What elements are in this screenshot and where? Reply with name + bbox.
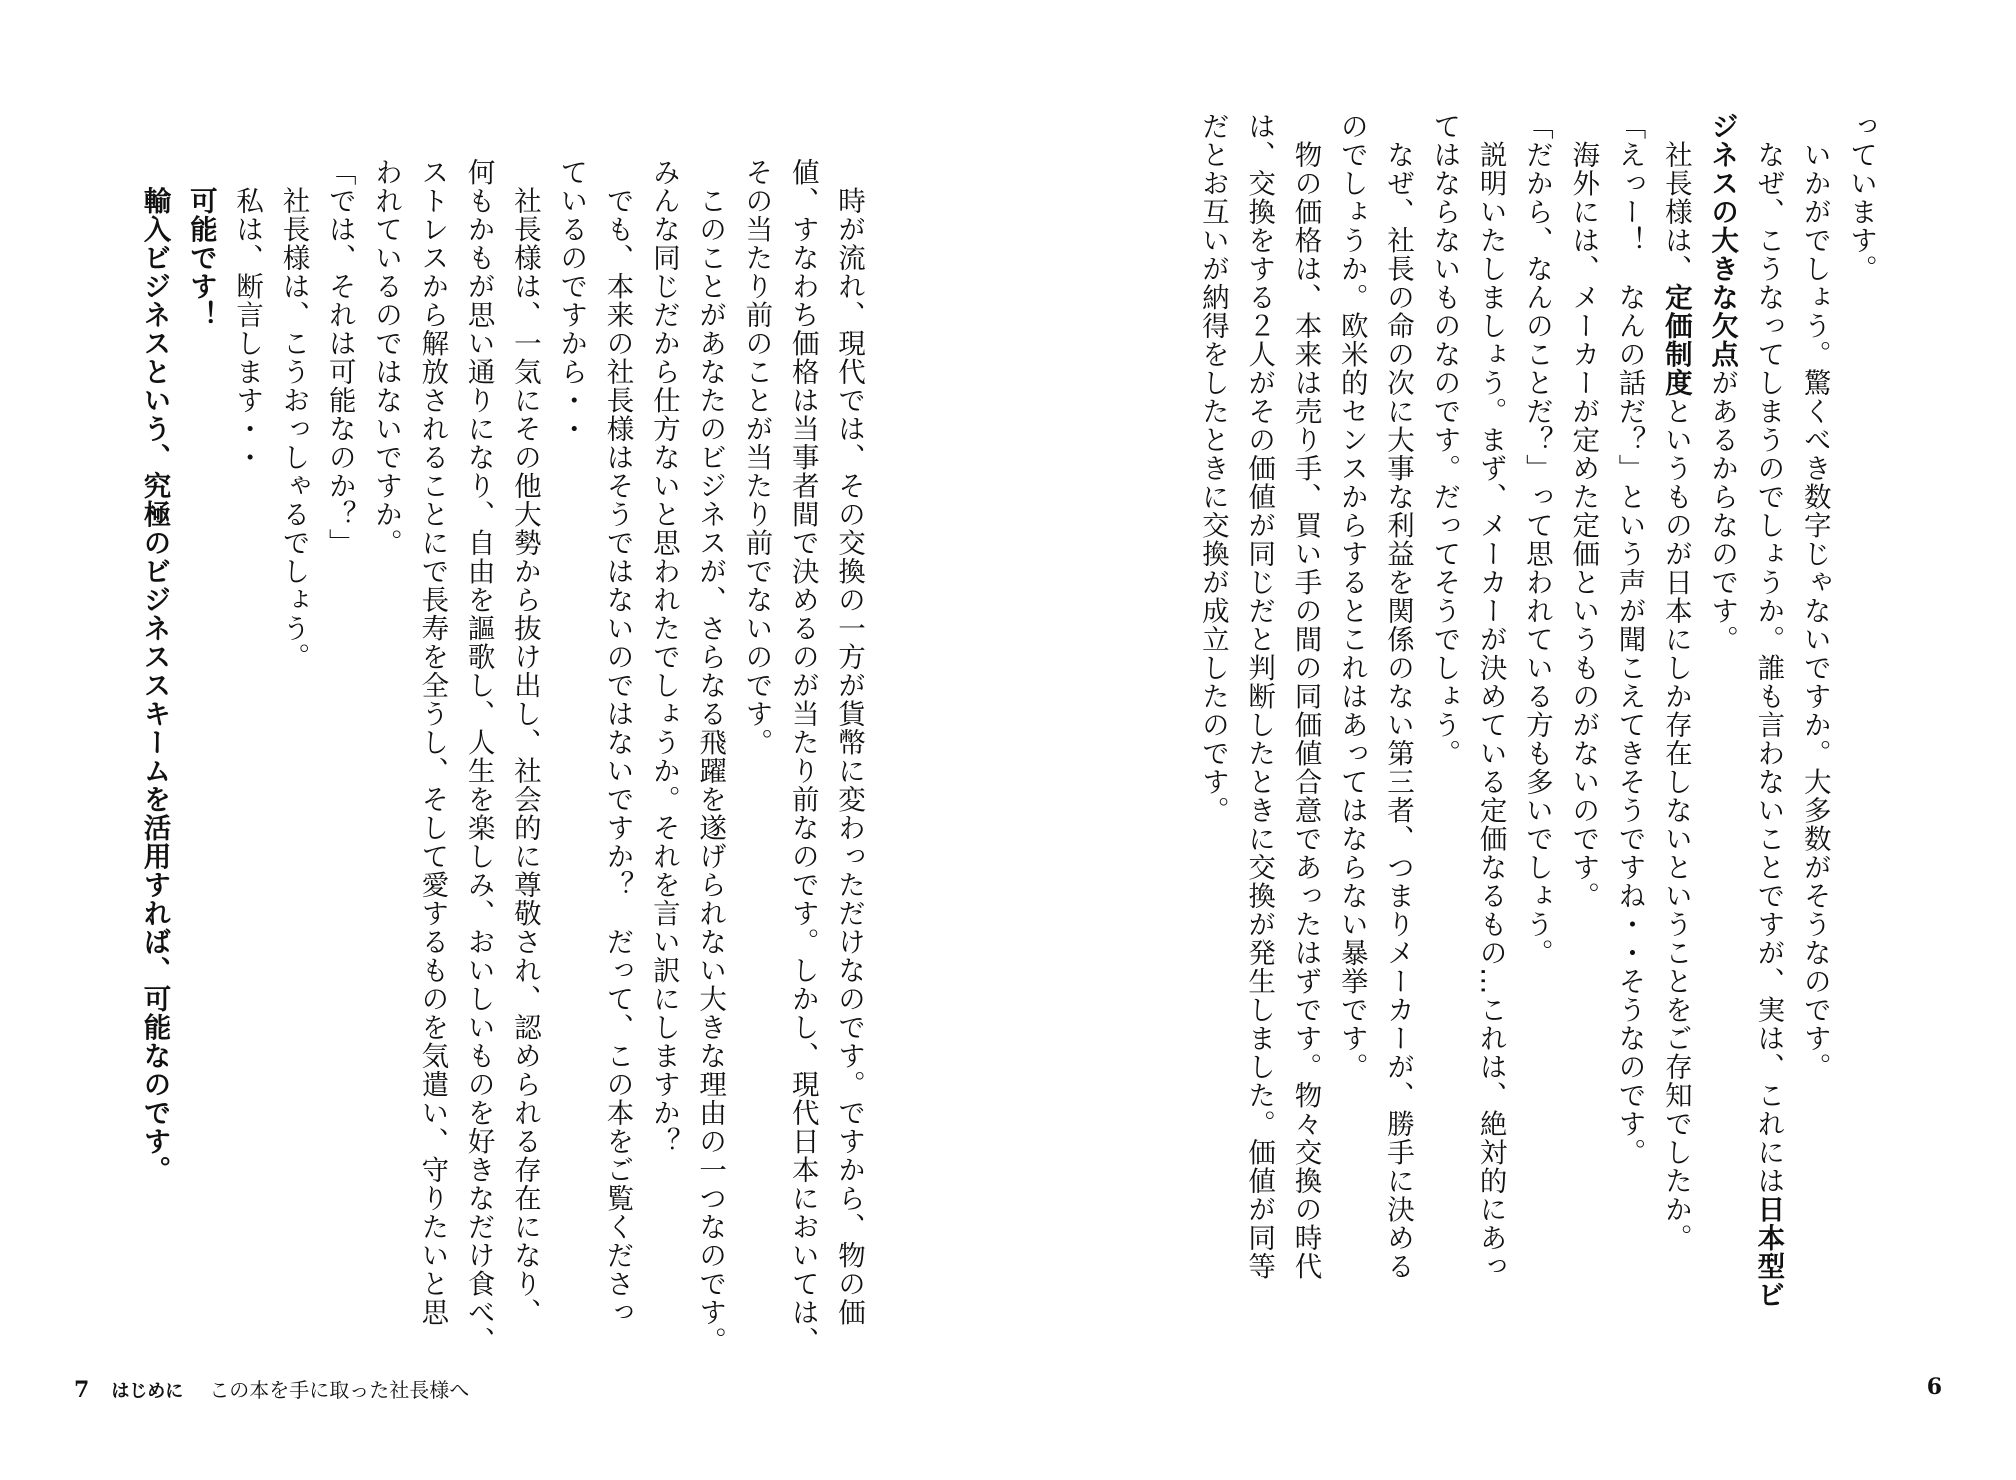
page-number-left: 7 (74, 1377, 90, 1403)
body-text: 物の価格は、本来は売り手、買い手の間の同価値合意であったはずです。物々交換の時代 (1289, 112, 1322, 1281)
bold-text: 可能です！ (184, 186, 217, 329)
text-line (1560, 112, 1606, 1342)
right-page (1008, 0, 2016, 1480)
left-page-body (132, 158, 872, 1388)
body-text: 値、すなわち価格は当事者間で決めるのが当たり前なのです。しかし、現代日本においては、 (786, 158, 819, 1355)
text-line (1606, 112, 1652, 1342)
text-line (641, 158, 687, 1388)
text-line (502, 158, 548, 1388)
body-text: 「だから、なんのことだ？」って思われている方も多いでしょう。 (1520, 112, 1553, 967)
body-text: なぜ、社長の命の次に大事な利益を関係のない第三者、つまりメーカーが、勝手に決める (1382, 112, 1415, 1281)
body-text: っています。 (1845, 112, 1877, 283)
body-text: みんな同じだから仕方ないと思われたでしょうか。それを言い訳にしますか？ (647, 158, 680, 1156)
bold-text: 日本型ビ (1752, 1195, 1785, 1309)
body-text: 海外には、メーカーが定めた定価というものがないのです。 (1567, 112, 1600, 910)
body-text (185, 158, 217, 187)
body-text: でも、本来の社長様はそうではないのではないですか？ だって、この本をご覧くださっ (601, 158, 634, 1327)
text-line (1328, 112, 1374, 1342)
text-line (1514, 112, 1560, 1342)
text-line (363, 158, 409, 1388)
body-text: だとお互いが納得をしたときに交換が成立したのです。 (1196, 112, 1229, 825)
left-page-footer (74, 1374, 469, 1403)
text-line (1653, 112, 1699, 1342)
text-line (779, 158, 825, 1388)
text-line (1467, 112, 1513, 1342)
body-text: 時が流れ、現代では、その交換の一方が貨幣に変わっただけなのです。ですから、物の価 (833, 158, 865, 1327)
body-text: 社長様は、 (1659, 112, 1692, 283)
text-line (1282, 112, 1328, 1342)
bold-text: ジネスの大きな欠点 (1706, 112, 1739, 369)
body-text: なぜ、こうなってしまうのでしょうか。誰も言わないことですが、実は、これには (1752, 112, 1785, 1195)
chapter-label: はじめに (111, 1381, 184, 1402)
body-text: ストレスから解放されることにで長寿を全うし、そして愛するものを気遣い、守りたいと思 (416, 158, 449, 1327)
body-text: てはならないものなのです。だってそうでしょう。 (1428, 112, 1461, 768)
body-text: その当たり前のことが当たり前でないのです。 (740, 158, 773, 757)
text-line (1791, 112, 1837, 1342)
page-number-right: 6 (1926, 1374, 1942, 1400)
text-line (270, 158, 316, 1388)
text-line (178, 158, 224, 1388)
bold-text: 定価制度 (1659, 283, 1692, 397)
body-text: われているのではないですか。 (370, 158, 403, 557)
running-head: この本を手に取った社長様へ (209, 1378, 470, 1402)
body-text: 社長様は、こうおっしゃるでしょう。 (277, 158, 310, 671)
body-text: このことがあなたのビジネスが、さらなる飛躍を遂げられない大きな理由の一つなのです。 (694, 158, 727, 1355)
text-line (594, 158, 640, 1388)
text-line (455, 158, 501, 1388)
text-line (1745, 112, 1791, 1342)
body-text: ているのですから・・ (555, 158, 588, 443)
body-text: は、交換をする２人がその価値が同じだと判断したときに交換が発生しました。価値が同等 (1243, 112, 1276, 1281)
body-text: 「では、それは可能なのか？」 (323, 158, 356, 557)
text-line (1838, 112, 1884, 1342)
body-text: いかがでしょう。驚くべき数字じゃないですか。大多数がそうなのです。 (1798, 112, 1831, 1081)
text-line (687, 158, 733, 1388)
text-line (1699, 112, 1745, 1342)
text-line (733, 158, 779, 1388)
right-page-body (1196, 112, 1884, 1342)
text-line (826, 158, 872, 1388)
text-line (1375, 112, 1421, 1342)
text-line (548, 158, 594, 1388)
text-line (316, 158, 362, 1388)
text-line (1190, 112, 1236, 1342)
right-page-footer (1927, 1374, 1942, 1400)
bold-text: 輸入ビジネスという、究極のビジネススキームを活用すれば、可能なのです。 (138, 186, 171, 1184)
body-text: 説明いたしましょう。まず、メーカーが決めている定価なるもの…これは、絶対的にあっ (1474, 112, 1507, 1281)
body-text: のでしょうか。欧米的センスからするとこれはあってはならない暴挙です。 (1335, 112, 1368, 1081)
text-line (1236, 112, 1282, 1342)
body-text: 社長様は、一気にその他大勢から抜け出し、社会的に尊敬され、認められる存在になり、 (508, 158, 541, 1327)
text-line (409, 158, 455, 1388)
body-text: 「えっー！ なんの話だ？」という声が聞こえてきそうですね・・そうなのです。 (1613, 112, 1646, 1167)
text-line (224, 158, 270, 1388)
body-text (139, 158, 171, 187)
body-text: 私は、断言します・・ (231, 158, 264, 472)
body-text: があるからなのです。 (1706, 368, 1739, 654)
text-line (131, 158, 177, 1388)
body-text: 何もかもが思い通りになり、自由を謳歌し、人生を楽しみ、おいしいものを好きなだけ食べ、 (462, 158, 495, 1355)
text-line (1421, 112, 1467, 1342)
body-text: というものが日本にしか存在しないということをご存知でしたか。 (1659, 397, 1692, 1252)
